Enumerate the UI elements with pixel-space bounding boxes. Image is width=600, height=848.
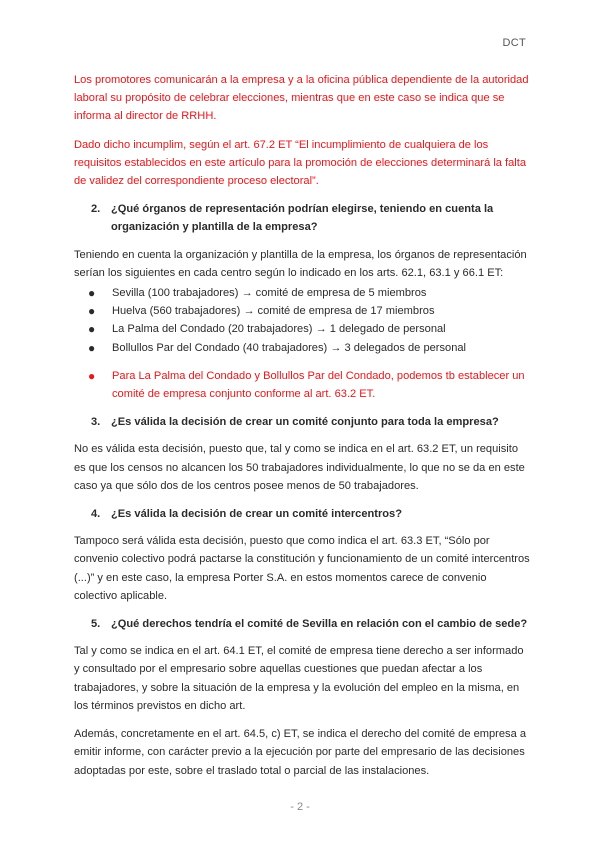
page-number: - 2 - xyxy=(290,801,310,813)
list-item xyxy=(74,320,530,338)
answer-5-part-2: Además, concretamente en el art. 64.5, c) ET, se indica el derecho del comité de empresa a emitir informe, con carácter previo a la ejecución por parte del empresario de las decisiones adoptadas por este, sobre el traslado total o parcial de las instalaciones. xyxy=(74,728,526,777)
answer-2-intro: Teniendo en cuenta la organización y plantilla de la empresa, los órganos de representación serían los siguientes en cada centro según lo indicado en los arts. 62.1, 63.1 y 66.1 ET: xyxy=(74,248,527,279)
question-text: ¿Qué órganos de representación podrían elegirse, teniendo en cuenta la organización y plantilla de la empresa? xyxy=(111,203,494,234)
list-item-text: Para La Palma del Condado y Bollullos Par del Condado, podemos tb establecer un comité de empresa conjunto conforme al art. 63.2 ET. xyxy=(112,369,525,401)
red-paragraph-incumplimiento: Dado dicho incumplim, según el art. 67.2 ET “El incumplimiento de cualquiera de los requisitos establecidos en este artículo para la promoción de elecciones determinará la falta de validez del correspondiente proceso electoral”. xyxy=(74,138,527,188)
bullet-dot-icon: ● xyxy=(88,322,96,337)
question-4 xyxy=(74,505,530,523)
bullet-dot-icon: ● xyxy=(88,368,96,383)
list-item-text: Sevilla (100 trabajadores) → comité de empresa de 5 miembros xyxy=(112,287,427,300)
answer-3: No es válida esta decisión, puesto que, tal y como se indica en el art. 63.2 ET, un requisito es que los censos no alcancen los 50 trabajadores individualmente, lo que no se da en este caso ya que sólo dos de los centros posee menos de 50 trabajadores. xyxy=(74,443,525,492)
question-2 xyxy=(74,200,530,236)
question-3 xyxy=(74,413,530,431)
question-number: 3. xyxy=(91,416,101,429)
bullet-dot-icon: ● xyxy=(88,340,96,355)
bullet-list xyxy=(74,284,530,357)
list-item-text: Huelva (560 trabajadores) → comité de empresa de 17 miembros xyxy=(112,305,435,318)
list-item xyxy=(74,284,530,302)
question-text: ¿Es válida la decisión de crear un comité intercentros? xyxy=(111,508,402,521)
question-text: ¿Es válida la decisión de crear un comité conjunto para toda la empresa? xyxy=(111,416,499,429)
question-number: 2. xyxy=(91,203,101,216)
list-item-text: La Palma del Condado (20 trabajadores) → 1 delegado de personal xyxy=(112,323,446,336)
question-number: 4. xyxy=(91,508,101,521)
question-number: 5. xyxy=(91,618,101,631)
list-item xyxy=(74,302,530,320)
question-text: ¿Qué derechos tendría el comité de Sevilla en relación con el cambio de sede? xyxy=(111,618,528,631)
list-item xyxy=(74,367,530,403)
header-tag: DCT xyxy=(502,37,526,49)
answer-4: Tampoco será válida esta decisión, puesto que como indica el art. 63.3 ET, “Sólo por convenio colectivo podrá pactarse la constitución y funcionamiento de un comité intercentros (...)” y en este caso, la empresa Porter S.A. en estos momentos carece de convenio colectivo aplicable. xyxy=(74,535,530,602)
red-bullet-list xyxy=(74,367,530,403)
document-body xyxy=(74,71,530,790)
answer-5-part-1: Tal y como se indica en el art. 64.1 ET, el comité de empresa tiene derecho a ser informado y consultado por el empresario sobre aquellas cuestiones que puedan afectar a los trabajadores, y sobre la situación de la empresa y la evolución del empleo en la misma, en los términos previstos en dicho art. xyxy=(74,645,524,712)
list-item xyxy=(74,339,530,357)
bullet-dot-icon: ● xyxy=(88,304,96,319)
question-5 xyxy=(74,615,530,633)
bullet-dot-icon: ● xyxy=(88,286,96,301)
red-paragraph-promotores: Los promotores comunicarán a la empresa y a la oficina pública dependiente de la autoridad laboral su propósito de celebrar elecciones, mientras que en este caso se indica que se informa al director de RRHH. xyxy=(74,74,529,123)
list-item-text: Bollullos Par del Condado (40 trabajadores) → 3 delegados de personal xyxy=(112,341,466,354)
